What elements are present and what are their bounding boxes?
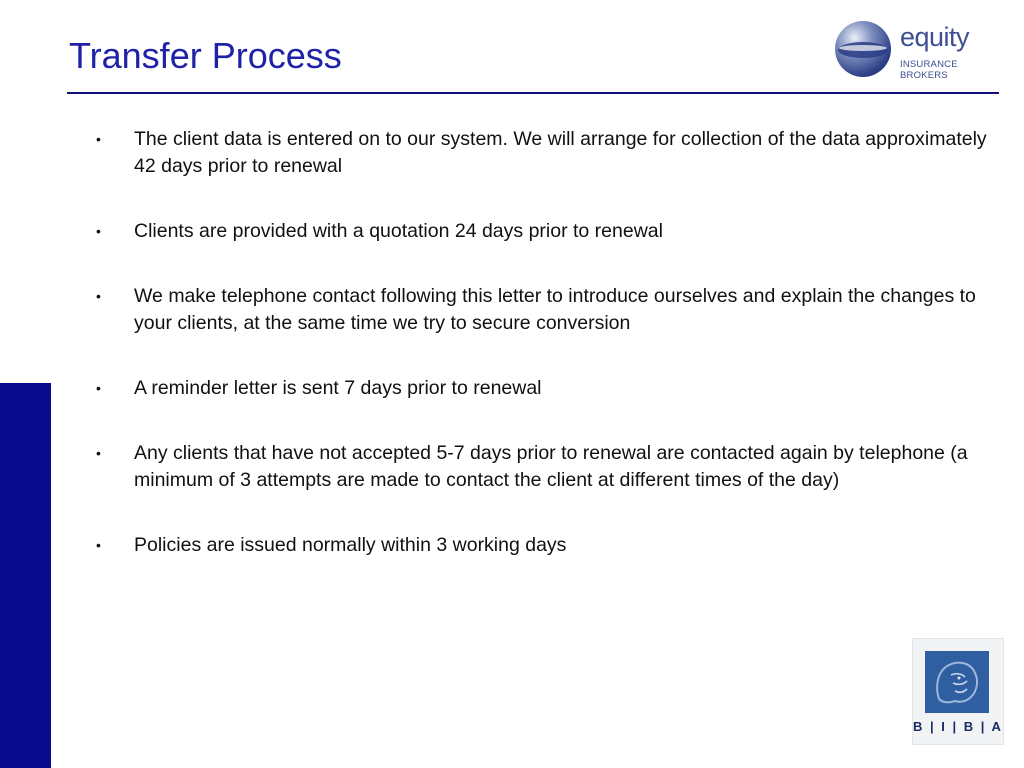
equity-logo-subtitle: INSURANCE BROKERS	[900, 59, 958, 81]
bullet-text: Clients are provided with a quotation 24 days prior to renewal	[134, 220, 663, 242]
equity-globe-icon	[834, 18, 896, 80]
bullet-text: A reminder letter is sent 7 days prior to renewal	[134, 377, 542, 399]
biba-logo	[912, 638, 1004, 745]
bullet-list	[94, 126, 994, 597]
bullet-text: The client data is entered on to our system. We will arrange for collection of the data approximately 42 days prior to renewal	[134, 128, 987, 177]
bullet-item	[94, 218, 994, 245]
equity-logo	[834, 18, 1004, 80]
bullet-dot: •	[96, 537, 101, 553]
bullet-text: Policies are issued normally within 3 working days	[134, 534, 567, 556]
bullet-dot: •	[96, 131, 101, 147]
bullet-dot: •	[96, 445, 101, 461]
biba-lion-icon	[925, 651, 989, 713]
bullet-item	[94, 283, 994, 337]
biba-logo-text: B | I | B | A	[913, 719, 1003, 734]
equity-logo-word: equity	[900, 22, 970, 52]
slide-title: Transfer Process	[69, 35, 342, 76]
title-underline	[67, 92, 999, 94]
bullet-text: Any clients that have not accepted 5-7 days prior to renewal are contacted again by telephone (a minimum of 3 attempts are made to contact the client at different times of the day)	[134, 442, 968, 491]
bullet-item	[94, 532, 994, 559]
left-accent-bar	[0, 383, 51, 768]
bullet-item	[94, 440, 994, 494]
bullet-dot: •	[96, 288, 101, 304]
bullet-dot: •	[96, 380, 101, 396]
bullet-text: We make telephone contact following this letter to introduce ourselves and explain the changes to your clients, at the same time we try to secure conversion	[134, 285, 976, 334]
bullet-item	[94, 375, 994, 402]
bullet-dot: •	[96, 223, 101, 239]
bullet-item	[94, 126, 994, 180]
